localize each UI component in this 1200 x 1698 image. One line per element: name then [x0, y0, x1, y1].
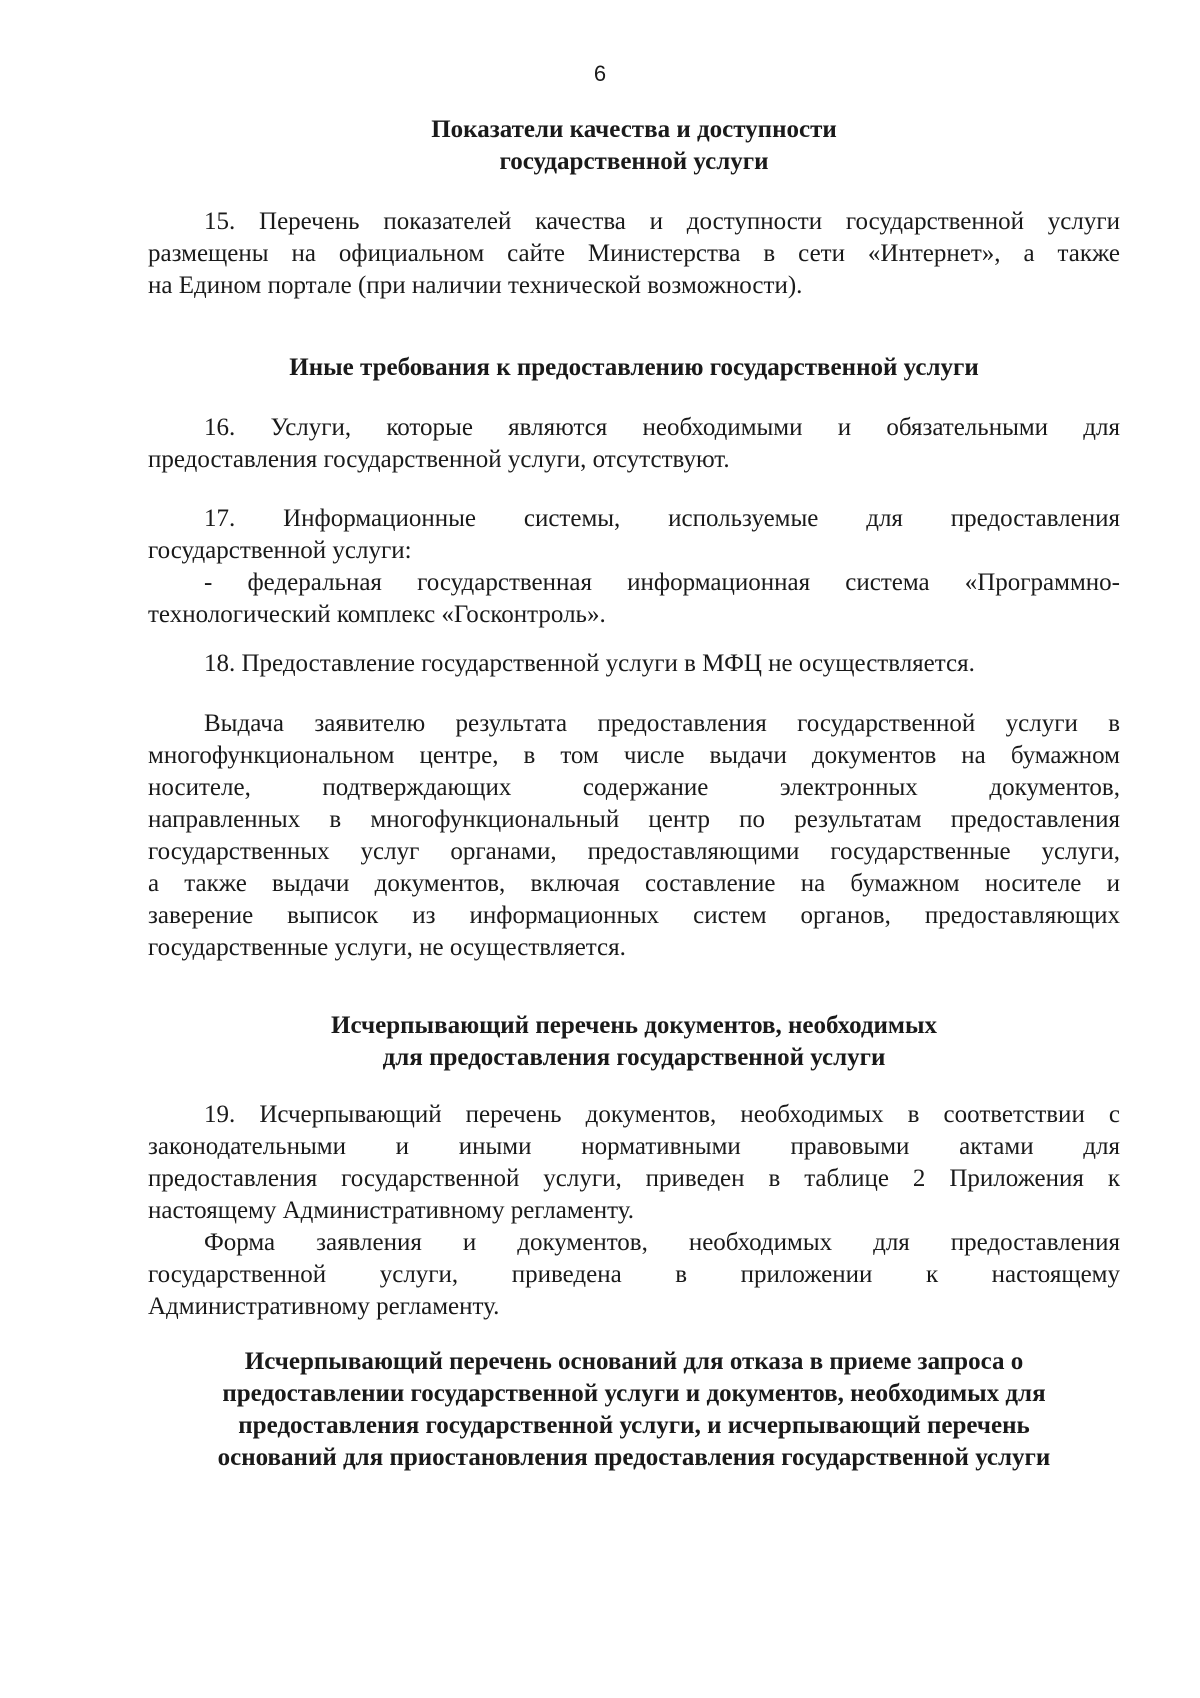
paragraph-16 — [148, 412, 1120, 476]
paragraph-19 — [148, 1099, 1120, 1227]
heading-line: Иные требования к предоставлению государственной услуги — [289, 354, 979, 381]
paragraph-line: Форма заявления и документов, необходимых для предоставления — [204, 1229, 1120, 1256]
paragraph-line: 16. Услуги, которые являются необходимыми и обязательными для — [204, 414, 1120, 441]
heading-line: оснований для приостановления предоставления государственной услуги — [217, 1444, 1051, 1471]
paragraph-form — [148, 1227, 1120, 1323]
heading-line: Исчерпывающий перечень оснований для отказа в приеме запроса о — [244, 1348, 1024, 1375]
paragraph-line: государственной услуги: — [148, 537, 412, 564]
paragraph-line: государственные услуги, не осуществляется. — [148, 934, 626, 961]
paragraph-line: а также выдачи документов, включая составление на бумажном носителе и — [148, 870, 1120, 897]
paragraph-line: заверение выписок из информационных систем органов, предоставляющих — [148, 902, 1120, 929]
paragraph-line: 19. Исчерпывающий перечень документов, необходимых в соответствии с — [204, 1101, 1120, 1128]
paragraph-15 — [148, 206, 1120, 302]
paragraph-line: Выдача заявителю результата предоставления государственной услуги в — [204, 710, 1120, 737]
paragraph-line: - федеральная государственная информационная система «Программно- — [204, 569, 1120, 596]
heading-line: предоставлении государственной услуги и документов, необходимых для — [222, 1380, 1046, 1407]
paragraph-line: на Едином портале (при наличии технической возможности). — [148, 272, 803, 299]
paragraph-line: 17. Информационные системы, используемые для предоставления — [204, 505, 1120, 532]
paragraph-line: 15. Перечень показателей качества и доступности государственной услуги — [204, 208, 1120, 235]
paragraph-line: настоящему Административному регламенту. — [148, 1197, 634, 1224]
heading-line: для предоставления государственной услуги — [382, 1044, 886, 1071]
page-number: 6 — [593, 61, 607, 86]
paragraph-18 — [148, 648, 1120, 680]
heading-line: Исчерпывающий перечень документов, необходимых — [331, 1012, 937, 1039]
paragraph-line: размещены на официальном сайте Министерства в сети «Интернет», а также — [148, 240, 1120, 267]
heading-line: Показатели качества и доступности — [431, 116, 837, 143]
paragraph-line: Административному регламенту. — [148, 1293, 500, 1320]
paragraph-line: предоставления государственной услуги, приведен в таблице 2 Приложения к — [148, 1165, 1120, 1192]
paragraph-line: государственных услуг органами, предоставляющими государственные услуги, — [148, 838, 1120, 865]
paragraph-line: государственной услуги, приведена в приложении к настоящему — [148, 1261, 1120, 1288]
heading-line: предоставления государственной услуги, и исчерпывающий перечень — [238, 1412, 1030, 1439]
paragraph-line: направленных в многофункциональный центр по результатам предоставления — [148, 806, 1120, 833]
paragraph-line: носителе, подтверждающих содержание электронных документов, — [148, 774, 1120, 801]
paragraph-line: многофункциональном центре, в том числе выдачи документов на бумажном — [148, 742, 1120, 769]
paragraph-line: 18. Предоставление государственной услуги в МФЦ не осуществляется. — [204, 650, 975, 677]
paragraph-line: предоставления государственной услуги, отсутствуют. — [148, 446, 730, 473]
paragraph-line: технологический комплекс «Госконтроль». — [148, 601, 606, 628]
paragraph-mfc — [148, 708, 1120, 964]
paragraph-17 — [148, 503, 1120, 631]
paragraph-line: законодательными и иными нормативными правовыми актами для — [148, 1133, 1120, 1160]
section-heading-documents — [148, 1010, 1120, 1074]
heading-line: государственной услуги — [499, 148, 769, 175]
section-heading-refusal — [148, 1346, 1120, 1474]
section-heading-quality — [148, 114, 1120, 178]
section-heading-other — [148, 352, 1120, 384]
